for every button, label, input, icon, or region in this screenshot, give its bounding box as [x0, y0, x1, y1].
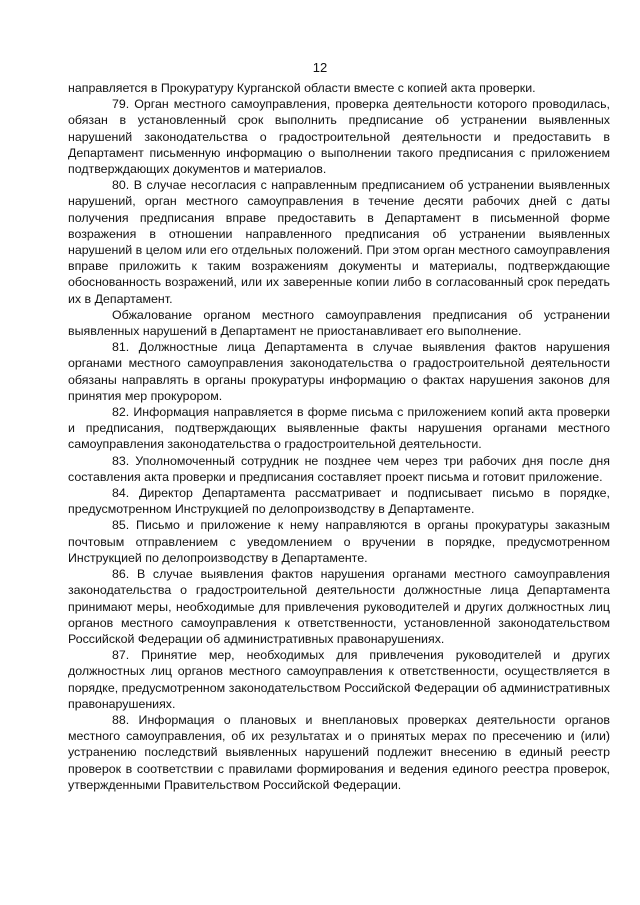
paragraph-continuation: направляется в Прокуратуру Курганской области вместе с копией акта проверки. [68, 81, 536, 95]
paragraph-86: 86. В случае выявления фактов нарушения органами местного самоуправления законодательства о градостроительной деятельности должностные лица Департамента принимают меры, необходимые для привлечения руководителей и других должностных лиц органов местного самоуправления к ответственности, установленной законодательством Российской Федерации об административных правонарушениях. [68, 567, 610, 646]
paragraph-81: 81. Должностные лица Департамента в случае выявления фактов нарушения органами местного самоуправления законодательства о градостроительной деятельности обязаны направлять в органы прокуратуры информацию о фактах нарушения законов для принятия мер прокурором. [68, 340, 610, 403]
paragraph-85: 85. Письмо и приложение к нему направляются в органы прокуратуры заказным почтовым отправлением с уведомлением о вручении в порядке, предусмотренном Инструкцией по делопроизводству в Департаменте. [68, 518, 610, 565]
paragraph-83: 83. Уполномоченный сотрудник не позднее чем через три рабочих дня после дня составления акта проверки и предписания составляет проект письма и готовит приложение. [68, 453, 610, 484]
paragraph-79: 79. Орган местного самоуправления, проверка деятельности которого проводилась, обязан в установленный срок выполнить предписание об устранении выявленных нарушений законодательства о градостроительной деятельности и предоставить в Департамент письменную информацию о выполнении такого предписания с приложением подтверждающих документов и материалов. [68, 97, 610, 177]
document-body [68, 80, 610, 793]
paragraph-80-appeal: Обжалование органом местного самоуправления предписания об устранении выявленных нарушений в Департамент не приостанавливает его выполнение. [68, 307, 610, 339]
paragraph-82: 82. Информация направляется в форме письма с приложением копий акта проверки и предписания, подтверждающих выявленные факты нарушения органами местного самоуправления законодательства о градостроительной деятельности. [68, 405, 610, 452]
paragraph-80: 80. В случае несогласия с направленным предписанием об устранении выявленных нарушений, орган местного самоуправления в течение десяти рабочих дней с даты получения предписания вправе предоставить в Департамент в письменной форме возражения в отношении направленного предписания об устранении выявленных нарушений в целом или его отдельных положений. При этом орган местного самоуправления вправе приложить к таким возражениям документы и материалы, подтверждающие обоснованность возражений, или их заверенные копии либо в согласованный срок передать их в Департамент. [68, 178, 610, 306]
paragraph-84: 84. Директор Департамента рассматривает и подписывает письмо в порядке, предусмотренном Инструкцией по делопроизводству в Департаменте. [68, 486, 610, 517]
page-number: 12 [312, 60, 328, 75]
paragraph-88: 88. Информация о плановых и внеплановых проверках деятельности органов местного самоуправления, об их результатах и о принятых мерах по пресечению и (или) устранению последствий выявленных нарушений подлежит внесению в единый реестр проверок в соответствии с правилами формирования и ведения единого реестра проверок, утвержденными Правительством Российской Федерации. [68, 712, 610, 792]
paragraph-87: 87. Принятие мер, необходимых для привлечения руководителей и других должностных лиц органов местного самоуправления к ответственности, осуществляется в порядке, предусмотренном законодательством Российской Федерации об административных правонарушениях. [68, 648, 610, 711]
